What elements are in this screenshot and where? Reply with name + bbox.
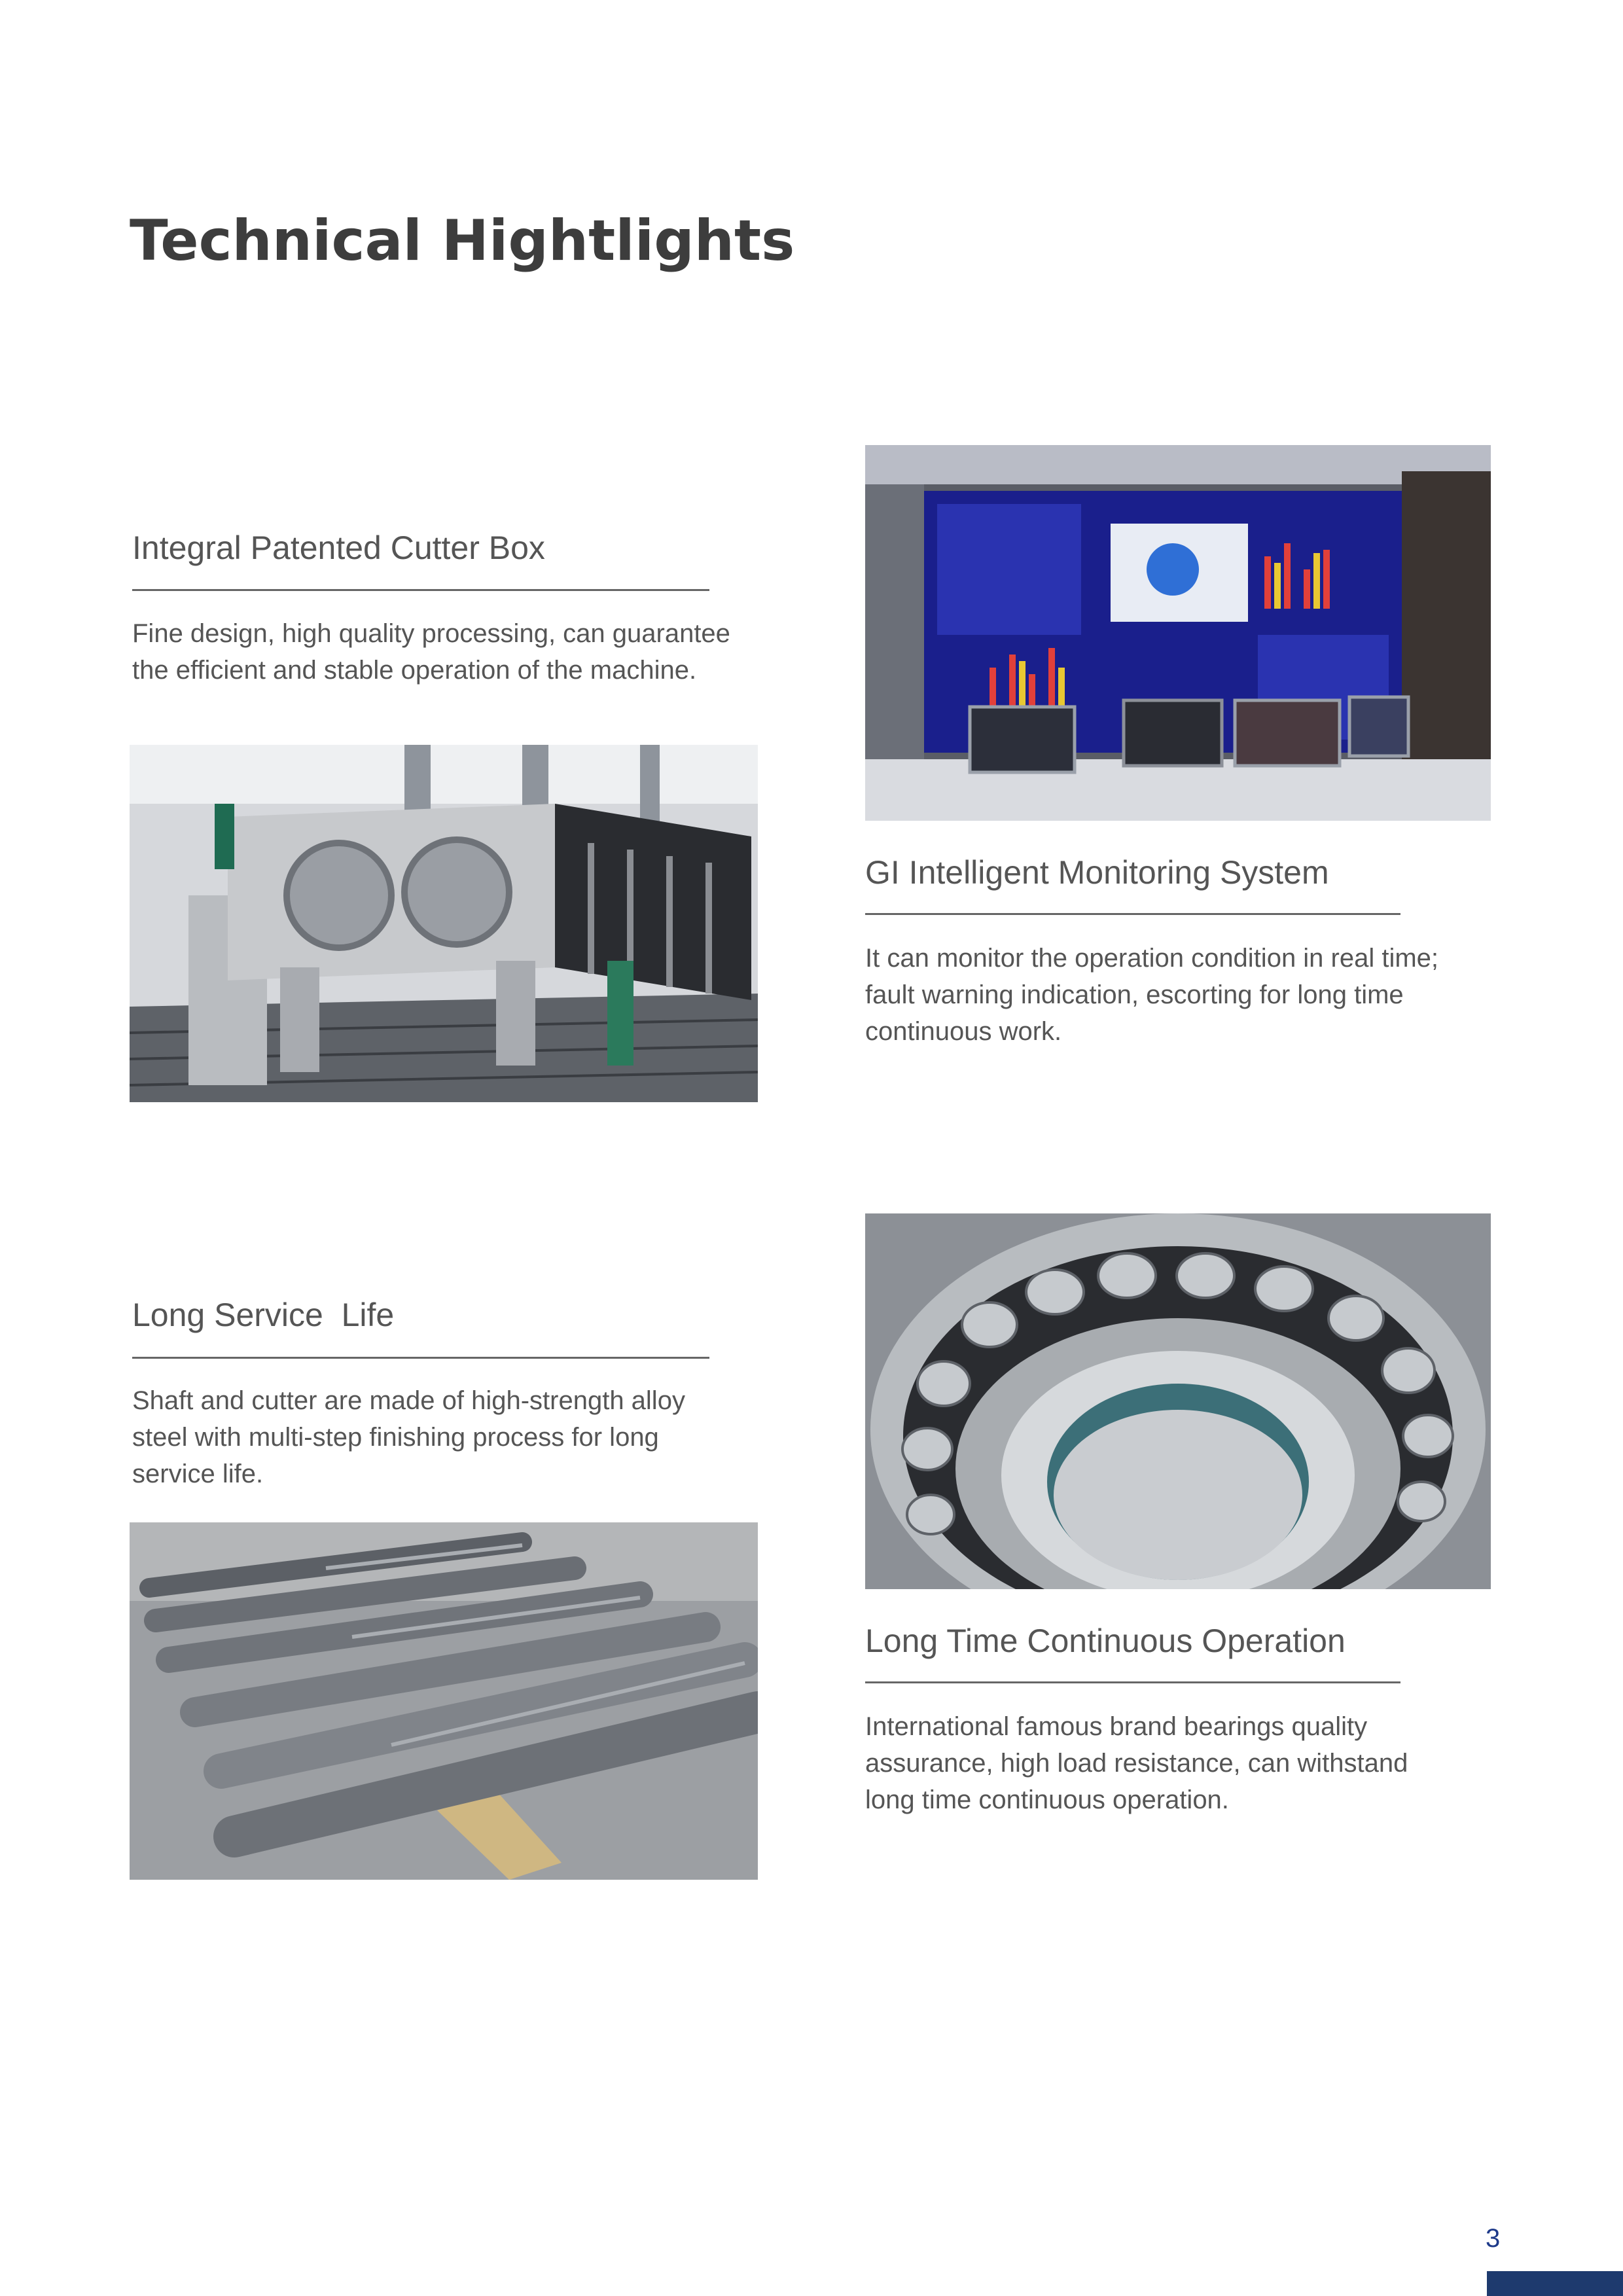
page-number: 3 [1486,2224,1501,2253]
bearing-photo [865,1213,1491,1589]
section-divider [132,589,709,591]
section-heading-monitoring: GI Intelligent Monitoring System [865,854,1329,891]
page-footer-bar [1487,2271,1623,2296]
section-divider [132,1357,709,1359]
section-text-service-life: Shaft and cutter are made of high-strength alloy steel with multi-step finishing process for long service life. [132,1386,685,1488]
page-title: Technical Hightlights [130,208,795,274]
section-text-continuous-operation: International famous brand bearings quality assurance, high load resistance, can withstand long time continuous operation. [865,1712,1408,1814]
section-divider [865,913,1400,915]
section-text-cutter-box: Fine design, high quality processing, can guarantee the efficient and stable operation of the machine. [132,619,730,685]
cutter-box-photo [130,745,758,1102]
section-heading-continuous-operation: Long Time Continuous Operation [865,1623,1346,1659]
section-divider [865,1681,1400,1683]
section-text-monitoring: It can monitor the operation condition in real time; fault warning indication, escorting for long time continuous work. [865,944,1439,1046]
section-heading-cutter-box: Integral Patented Cutter Box [132,529,545,566]
section-heading-service-life: Long Service Life [132,1297,395,1333]
alloy-shafts-photo [130,1522,758,1880]
monitoring-room-photo [865,445,1491,821]
